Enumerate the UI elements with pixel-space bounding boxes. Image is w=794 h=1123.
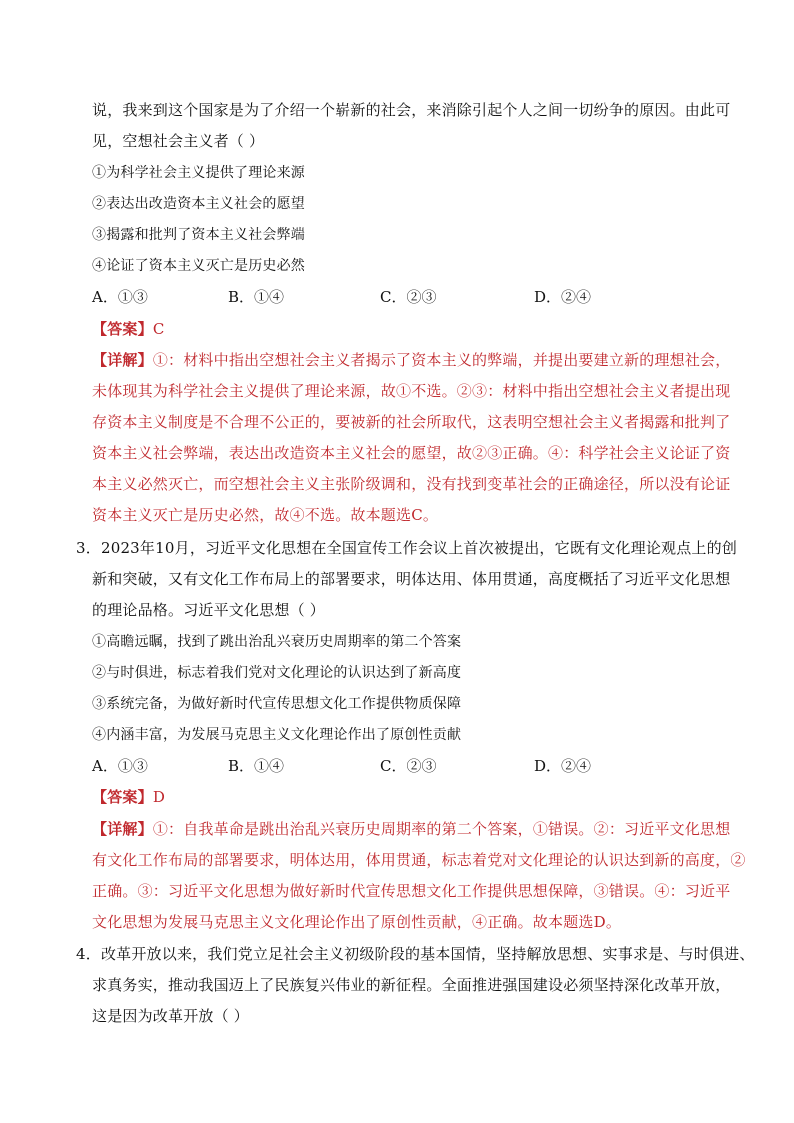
q3-answer-label: 【答案】 [92, 788, 153, 806]
q3-choice-c: C．②③ [380, 757, 437, 775]
q3-option-3: ③系统完备，为做好新时代宣传思想文化工作提供物质保障 [92, 696, 462, 712]
q2-option-1: ①为科学社会主义提供了理论来源 [92, 165, 305, 181]
q3-explain-line-3: 正确。③：习近平文化思想为做好新时代宣传思想文化工作提供思想保障，③错误。④：习近平 [92, 882, 731, 900]
q2-explain-text-1: ①：材料中指出空想社会主义者揭示了资本主义的弊端，并提出要建立新的理想社会， [152, 351, 731, 369]
q2-choice-c: C．②③ [380, 288, 437, 306]
q2-choice-b: B．①④ [228, 288, 285, 306]
q2-stem-line-1: 说，我来到这个国家是为了介绍一个崭新的社会，来消除引起个人之间一切纷争的原因。由此可 [92, 101, 731, 119]
q2-option-4: ④论证了资本主义灭亡是历史必然 [92, 258, 305, 274]
q3-stem-line-2: 新和突破，又有文化工作布局上的部署要求，明体达用、体用贯通，高度概括了习近平文化思想 [92, 570, 731, 588]
q4-stem-text-1: 改革开放以来，我们党立足社会主义初级阶段的基本国情，坚持解放思想、实事求是、与时俱进、 [100, 945, 755, 963]
q3-stem-line-3: 的理论品格。习近平文化思想（ ） [92, 601, 325, 619]
q3-answer-value: D [152, 788, 166, 806]
q3-explain-line-2: 有文化工作布局的部署要求，明体达用，体用贯通，标志着党对文化理论的认识达到新的高度，② [92, 851, 746, 869]
q2-explain-label: 【详解】 [92, 351, 153, 369]
q2-option-3: ③揭露和批判了资本主义社会弊端 [92, 227, 305, 243]
q4-number: 4． [76, 945, 101, 963]
q2-answer-label: 【答案】 [92, 320, 153, 338]
q3-option-2: ②与时俱进，标志着我们党对文化理论的认识达到了新高度 [92, 665, 462, 681]
q2-explain-line-1 [92, 350, 730, 370]
q3-answer [92, 787, 165, 807]
q3-explain-text-1: ①：自我革命是跳出治乱兴衰历史周期率的第二个答案，①错误。②：习近平文化思想 [152, 820, 731, 838]
q3-choice-b: B．①④ [228, 757, 285, 775]
q4-stem-line-1 [76, 944, 755, 964]
q2-choice-a: A．①③ [92, 288, 148, 306]
q2-choice-d: D．②④ [534, 288, 592, 306]
q3-option-1: ①高瞻远瞩，找到了跳出治乱兴衰历史周期率的第二个答案 [92, 634, 462, 650]
q4-stem-line-2: 求真务实，推动我国迈上了民族复兴伟业的新征程。全面推进强国建设必须坚持深化改革开放， [92, 976, 731, 994]
q2-explain-line-3: 存资本主义制度是不合理不公正的，要被新的社会所取代，这表明空想社会主义者揭露和批判了 [92, 413, 731, 431]
q2-option-2: ②表达出改造资本主义社会的愿望 [92, 196, 305, 212]
q3-stem-text-1: 2023年10月，习近平文化思想在全国宣传工作会议上首次被提出，它既有文化理论观点上的创 [100, 539, 738, 557]
q3-explain-line-4: 文化思想为发展马克思主义文化理论作出了原创性贡献，④正确。故本题选D。 [92, 913, 622, 931]
q3-number: 3． [76, 539, 101, 557]
q2-answer-value: C [152, 320, 165, 338]
q2-answer [92, 319, 165, 339]
q2-explain-line-2: 未体现其为科学社会主义提供了理论来源，故①不选。②③：材料中指出空想社会主义者提出现 [92, 382, 731, 400]
q3-choice-a: A．①③ [92, 757, 148, 775]
q2-explain-line-6: 资本主义灭亡是历史必然，故④不选。故本题选C。 [92, 506, 439, 524]
q3-explain-label: 【详解】 [92, 820, 153, 838]
q4-stem-line-3: 这是因为改革开放（ ） [92, 1007, 249, 1025]
q2-explain-line-5: 本主义必然灭亡，而空想社会主义主张阶级调和，没有找到变革社会的正确途径，所以没有论证 [92, 475, 731, 493]
q3-option-4: ④内涵丰富，为发展马克思主义文化理论作出了原创性贡献 [92, 727, 462, 743]
q3-explain-line-1 [92, 819, 730, 839]
q2-explain-line-4: 资本主义社会弊端，表达出改造资本主义社会的愿望，故②③正确。④：科学社会主义论证了资 [92, 444, 731, 462]
q3-stem-line-1 [76, 538, 737, 558]
q3-choice-d: D．②④ [534, 757, 592, 775]
q2-stem-line-2: 见，空想社会主义者（ ） [92, 132, 265, 150]
